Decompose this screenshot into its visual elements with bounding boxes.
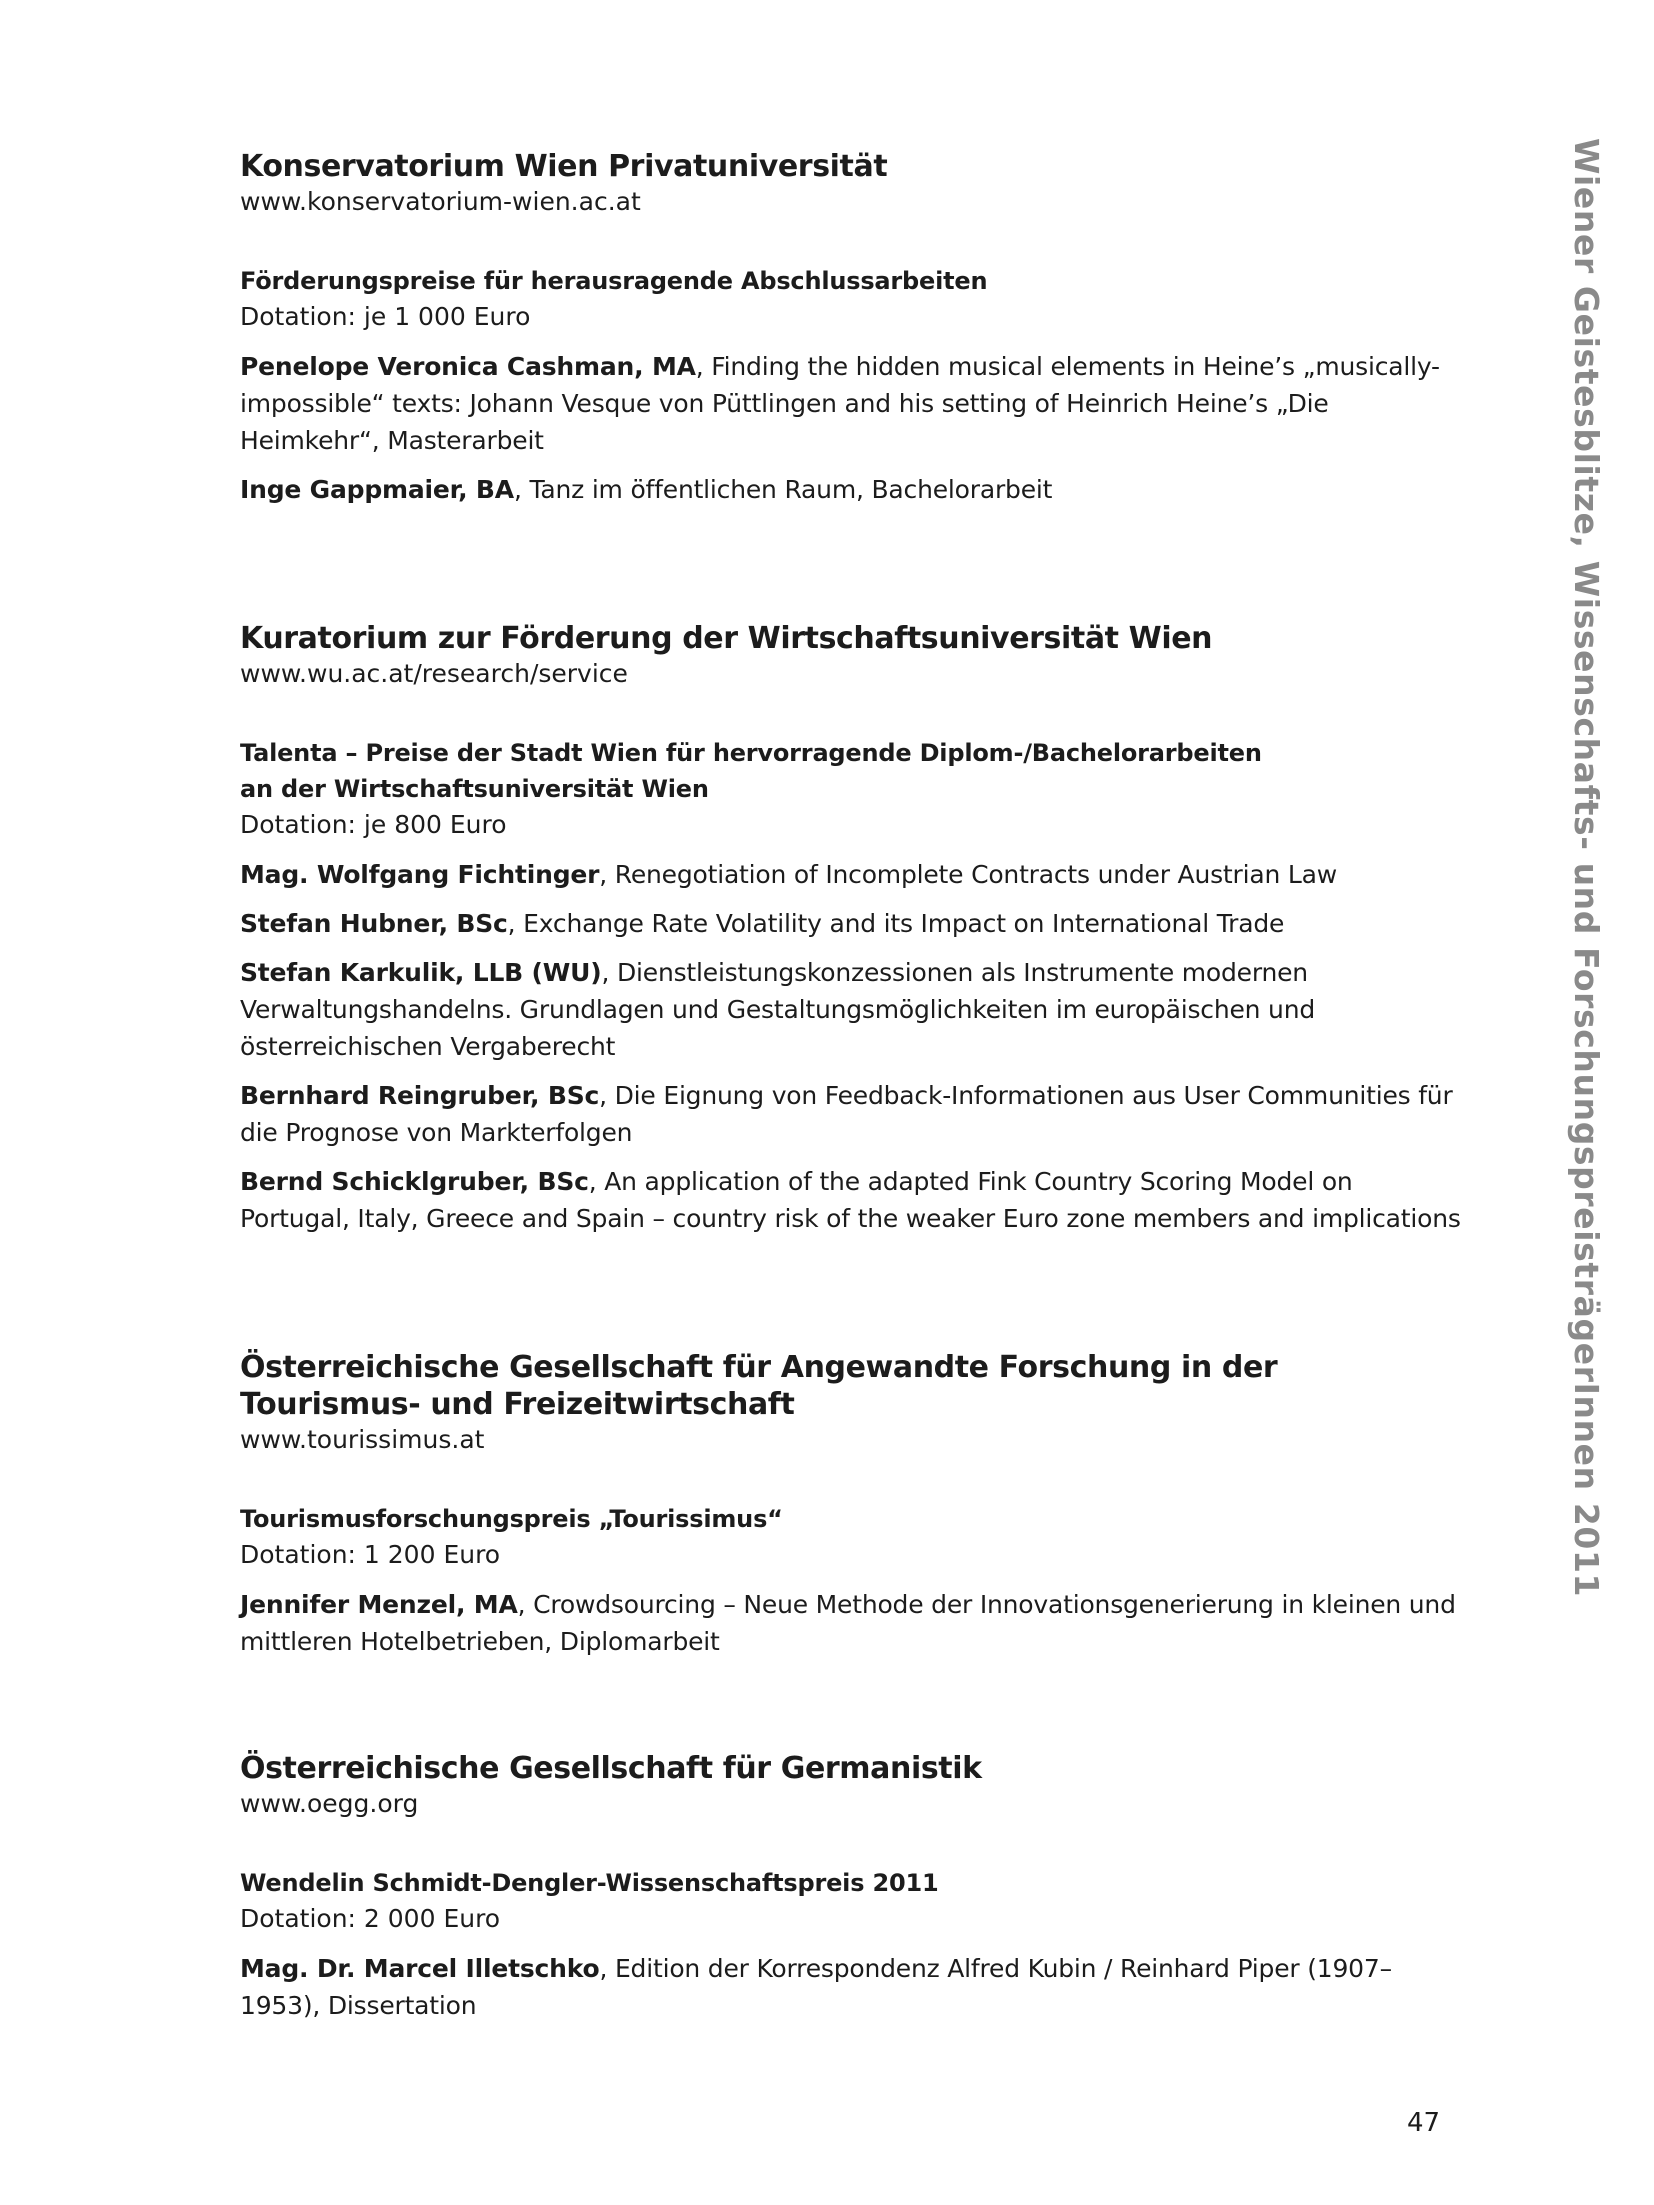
winner-work: , Exchange Rate Volatility and its Impact on International Trade (507, 909, 1285, 938)
page-content (240, 148, 1465, 2036)
org-section (240, 1750, 1465, 2024)
prize-name: Wendelin Schmidt-Dengler-Wissenschaftspreis 2011 (240, 1869, 939, 1897)
winner-entry (240, 1586, 1465, 1660)
org-section (240, 1349, 1465, 1660)
winner-work: , Crowdsourcing – Neue Methode der Innovationsgenerierung in kleinen und mittleren Hotelbetrieben, Diplomarbeit (240, 1590, 1456, 1656)
winner-work: , An application of the adapted Fink Country Scoring Model on Portugal, Italy, Greece and Spain – country risk of the weaker Euro zone members and implications (240, 1167, 1461, 1233)
winner-entry (240, 471, 1465, 508)
org-section (240, 620, 1465, 1237)
winner-name: Stefan Hubner, BSc (240, 909, 508, 938)
org-name: Österreichische Gesellschaft für Germanistik (240, 1751, 982, 1786)
winner-entry (240, 856, 1465, 893)
org-url[interactable]: www.tourissimus.at (240, 1425, 485, 1454)
prize-name: Talenta – Preise der Stadt Wien für hervorragende Diplom-/Bachelorarbeiten (240, 739, 1262, 767)
winner-entry (240, 1077, 1465, 1151)
winner-name: Mag. Wolfgang Fichtinger (240, 860, 600, 889)
winner-entry (240, 905, 1465, 942)
dotation: Dotation: je 800 Euro (240, 810, 507, 839)
winner-name: Jennifer Menzel, MA (240, 1590, 518, 1619)
winner-work: , Renegotiation of Incomplete Contracts under Austrian Law (599, 860, 1337, 889)
winner-entry (240, 1163, 1465, 1237)
winner-name: Stefan Karkulik, LLB (WU) (240, 958, 602, 987)
winner-work: , Finding the hidden musical elements in Heine’s „musically-impossible“ texts: Johann Vesque von Püttlingen and his setting of Heinrich Heine’s „Die Heimkehr“, Masterarbeit (240, 352, 1440, 455)
running-title (1567, 138, 1610, 1598)
org-url[interactable]: www.wu.ac.at/research/service (240, 659, 628, 688)
winner-work: , Dienstleistungskonzessionen als Instrumente modernen Verwaltungshandelns. Grundlagen und Gestaltungsmöglichkeiten im europäischen und österreichischen Vergaberecht (240, 958, 1316, 1061)
winner-work: , Die Eignung von Feedback-Informationen aus User Communities für die Prognose von Markterfolgen (240, 1081, 1453, 1147)
section-spacer (240, 520, 1465, 620)
winner-name: Bernhard Reingruber, BSc (240, 1081, 600, 1110)
prize-name: an der Wirtschaftsuniversität Wien (240, 775, 709, 803)
winner-work: , Tanz im öffentlichen Raum, Bachelorarbeit (513, 475, 1053, 504)
dotation: Dotation: 1 200 Euro (240, 1540, 501, 1569)
org-name: Konservatorium Wien Privatuniversität (240, 149, 888, 184)
org-url[interactable]: www.oegg.org (240, 1789, 419, 1818)
org-url[interactable]: www.konservatorium-wien.ac.at (240, 187, 641, 216)
winner-work: , Edition der Korrespondenz Alfred Kubin / Reinhard Piper (1907–1953), Dissertation (240, 1954, 1392, 2020)
dotation: Dotation: 2 000 Euro (240, 1904, 501, 1933)
winner-name: Bernd Schicklgruber, BSc (240, 1167, 589, 1196)
winner-entry (240, 1950, 1465, 2024)
dotation: Dotation: je 1 000 Euro (240, 302, 531, 331)
org-name: Österreichische Gesellschaft für Angewandte Forschung in der Tourismus- und Freizeitwirtschaft (240, 1350, 1278, 1422)
prize-name: Tourismusforschungspreis „Tourissimus“ (240, 1505, 783, 1533)
section-spacer (240, 1249, 1465, 1349)
winner-entry (240, 954, 1465, 1065)
winner-name: Penelope Veronica Cashman, MA (240, 352, 696, 381)
prize-name: Förderungspreise für herausragende Abschlussarbeiten (240, 267, 988, 295)
running-title-text: Wiener Geistesblitze, Wissenschafts- und ForschungspreisträgerInnen 2011 (1567, 138, 1606, 1598)
org-section (240, 148, 1465, 508)
winner-name: Mag. Dr. Marcel Illetschko (240, 1954, 600, 1983)
org-name: Kuratorium zur Förderung der Wirtschaftsuniversität Wien (240, 621, 1213, 656)
section-spacer (240, 1672, 1465, 1750)
page-number: 47 (1407, 2108, 1441, 2138)
winner-name: Inge Gappmaier, BA (240, 475, 514, 504)
winner-entry (240, 348, 1465, 459)
